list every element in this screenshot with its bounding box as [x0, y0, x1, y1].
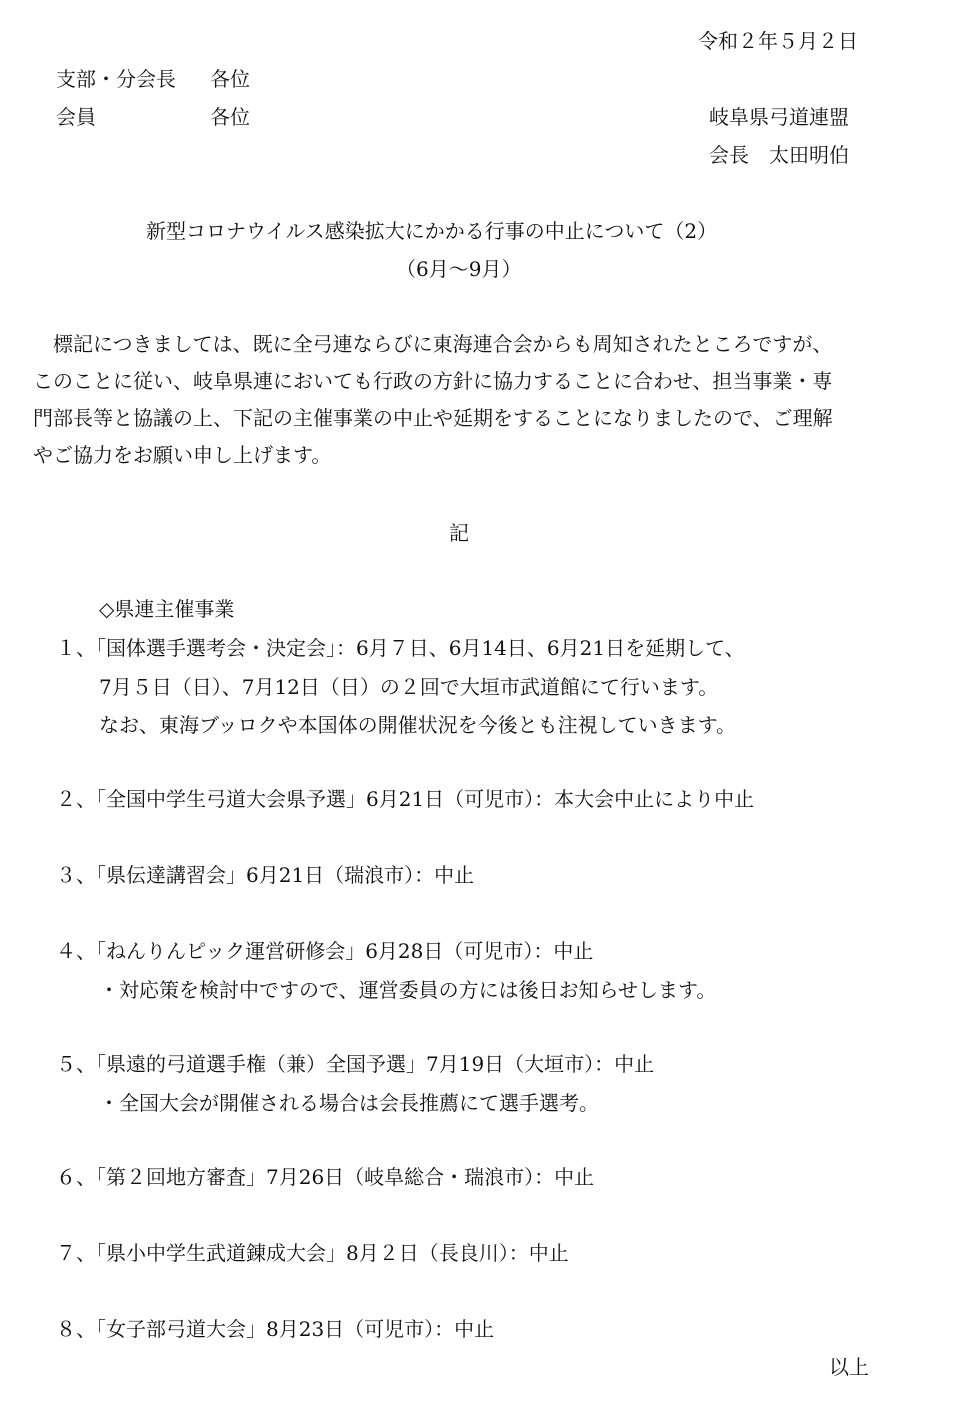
- recipient-members: 会員: [56, 105, 96, 129]
- body-line: このことに従い、岐阜県連においても行政の方針に協力することに合わせ、担当事業・専: [33, 369, 833, 393]
- list-item-5-note: ・全国大会が開催される場合は会長推薦にて選手選考。: [99, 1091, 599, 1115]
- document-subtitle: （6月～9月）: [396, 257, 522, 281]
- list-item-1: １、「国体選手選考会・決定会」：6月７日、6月14日、6月21日を延期して、: [56, 636, 745, 660]
- body-line: やご協力をお願い申し上げます。: [33, 443, 332, 467]
- list-item-2: ２、「全国中学生弓道大会県予選」6月21日（可児市）：本大会中止により中止: [56, 787, 755, 811]
- list-item-3: ３、「県伝達講習会」6月21日（瑞浪市）：中止: [56, 863, 475, 887]
- sender-person: 会長 太田明伯: [709, 143, 849, 167]
- list-item-5: ５、「県遠的弓道選手権（兼）全国予選」7月19日（大垣市）：中止: [56, 1052, 655, 1076]
- body-paragraph: [33, 326, 913, 474]
- recipient-branch-heads-honorific: 各位: [210, 67, 250, 91]
- sender-organization: 岐阜県弓道連盟: [709, 105, 849, 129]
- list-item-1-note: なお、東海ブッロクや本国体の開催状況を今後とも注視していきます。: [99, 713, 736, 737]
- section-heading: ◇県連主催事業: [99, 597, 235, 621]
- list-item-7: ７、「県小中学生武道錬成大会」8月２日（長良川）：中止: [56, 1241, 569, 1265]
- list-item-4: ４、「ねんりんピック運営研修会」6月28日（可児市）：中止: [56, 939, 594, 963]
- list-item-8: ８、「女子部弓道大会」8月23日（可児市）：中止: [56, 1317, 495, 1341]
- list-item-6: ６、「第２回地方審査」7月26日（岐阜総合・瑞浪市）：中止: [56, 1165, 595, 1189]
- list-item-1-note: 7月５日（日）、7月12日（日）の２回で大垣市武道館にて行います。: [99, 675, 719, 699]
- document-date: 令和２年５月２日: [698, 29, 858, 53]
- ki-marker: 記: [449, 521, 469, 545]
- body-line: 標記につきましては、既に全弓連ならびに東海連合会からも周知されたところですが、: [33, 332, 833, 356]
- recipient-members-honorific: 各位: [210, 105, 250, 129]
- closing-mark: 以上: [829, 1355, 869, 1379]
- list-item-4-note: ・対応策を検討中ですので、運営委員の方には後日お知らせします。: [99, 978, 717, 1002]
- recipient-branch-heads: 支部・分会長: [56, 67, 176, 91]
- document-title: 新型コロナウイルス感染拡大にかかる行事の中止について（2）: [146, 219, 718, 243]
- body-line: 門部長等と協議の上、下記の主催事業の中止や延期をすることになりましたので、ご理解: [33, 406, 833, 430]
